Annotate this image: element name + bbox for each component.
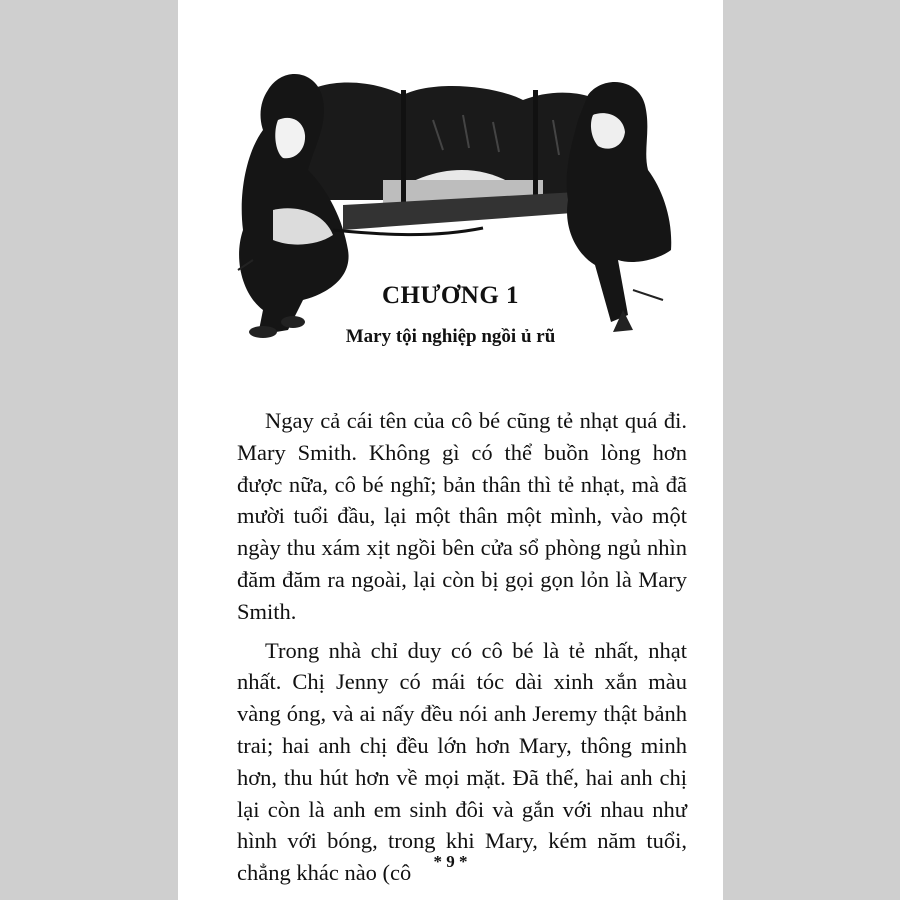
paragraph: Trong nhà chỉ duy có cô bé là tẻ nhất, nhạt nhất. Chị Jenny có mái tóc dài xinh xắn màu vàng óng, và ai nấy đều nói anh Jeremy thật bảnh trai; hai anh chị đều lớn hơn Mary, thông minh hơn, thu hút hơn về mọi mặt. Đã thế, hai anh chị lại còn là anh em sinh đôi và gắn với nhau như hình với bóng, trong khi Mary, kém năm tuổi, chẳng khác nào (cô [237,637,687,886]
page-number: * 9 * [433,852,468,871]
book-page [178,0,723,900]
paragraph: Ngay cả cái tên của cô bé cũng tẻ nhạt quá đi. Mary Smith. Không gì có thể buồn lòng hơn được nữa, cô bé nghĩ; bản thân thì tẻ nhạt, mà đã mười tuổi đầu, lại một thân một mình, vào một ngày thu xám xịt ngồi bên cửa sổ phòng ngủ nhìn đăm đăm ra ngoài, lại còn bị gọi gọn lỏn là Mary Smith. [237,408,687,624]
chapter-number: CHƯƠNG 1 [381,282,520,309]
chapter-title: Mary tội nghiệp ngồi ủ rũ [345,326,556,347]
chapter-body [237,405,687,889]
